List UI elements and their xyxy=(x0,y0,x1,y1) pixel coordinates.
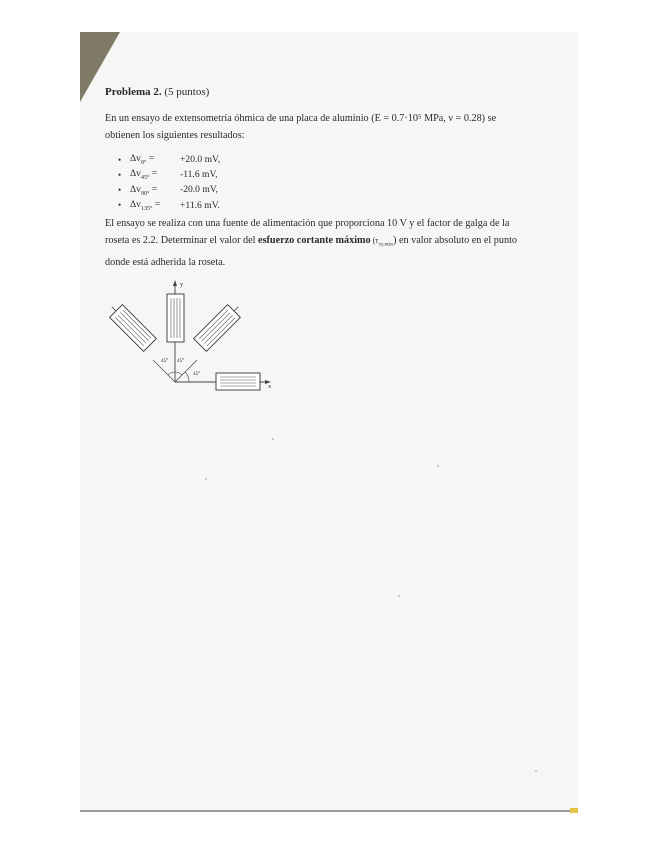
gauge-45 xyxy=(194,300,245,351)
angle-label-right: 45° xyxy=(177,358,185,364)
statement-line-2: roseta es 2.2. Determinar el valor del esfuerzo cortante máximo $(\tau_{xy,máx})$ en valor absoluto en el punto xyxy=(105,235,517,248)
bullet-dot: • xyxy=(118,200,122,211)
intro-line-2: obtienen los siguientes resultados: xyxy=(105,130,245,141)
list-item xyxy=(118,182,260,197)
reading-value: +11.6 mV. xyxy=(180,199,220,211)
bullet-dot: • xyxy=(118,154,122,165)
rosette-diagram xyxy=(105,278,285,398)
problem-statement xyxy=(105,215,545,271)
bullet-dot: • xyxy=(118,169,122,180)
reading-label: $\Delta v_{90^\circ}$ = xyxy=(130,183,158,197)
list-item xyxy=(118,198,260,213)
reading-label: $\Delta v_{45^\circ}$ = xyxy=(130,168,158,182)
reading-value: -11.6 mV, xyxy=(180,169,218,181)
statement-line-1: El ensayo se realiza con una fuente de alimentación que proporciona 10 V y el factor de galga de la xyxy=(105,218,510,229)
scanned-page xyxy=(80,32,578,812)
problem-intro xyxy=(105,110,545,144)
scan-speck xyxy=(205,478,207,480)
gauge-0 xyxy=(216,373,260,390)
angle-arc-right xyxy=(175,372,182,375)
readings-list xyxy=(118,152,260,213)
gauge-90 xyxy=(167,294,184,342)
statement-line-3: donde está adherida la roseta. xyxy=(105,256,226,268)
scan-speck xyxy=(535,770,537,772)
reading-label: $\Delta v_{135^\circ}$ = xyxy=(130,198,161,212)
angle-arc-left xyxy=(168,372,175,375)
intro-line-1: En un ensayo de extensometría óhmica de una placa de aluminio (E = 0.7·10⁵ MPa, ν = 0.28) se xyxy=(105,113,497,124)
scan-speck xyxy=(398,595,400,597)
reading-value: -20.0 mV, xyxy=(180,184,218,196)
scan-bottom-edge xyxy=(80,810,578,812)
reading-label: $\Delta v_{0^\circ}$ = xyxy=(130,153,155,167)
problem-title: Problema 2. xyxy=(105,86,162,98)
scan-speck xyxy=(272,438,274,440)
angle-label-x: 45° xyxy=(193,371,201,377)
problem-heading xyxy=(105,86,209,98)
angle-label-left: 45° xyxy=(161,358,169,364)
scan-bottom-mark xyxy=(570,808,578,813)
reading-value: +20.0 mV, xyxy=(180,154,221,166)
y-axis-label: y xyxy=(180,281,184,288)
bullet-dot: • xyxy=(118,184,122,195)
y-axis-arrow xyxy=(173,280,177,286)
scan-speck xyxy=(437,465,439,467)
list-item xyxy=(118,167,260,182)
angle-arc-x xyxy=(185,372,189,382)
problem-points: (5 puntos) xyxy=(164,86,210,98)
bold-term: esfuerzo cortante máximo xyxy=(258,235,371,246)
gauge-135 xyxy=(105,300,156,351)
list-item xyxy=(118,152,260,167)
x-axis-label: x xyxy=(268,383,272,390)
